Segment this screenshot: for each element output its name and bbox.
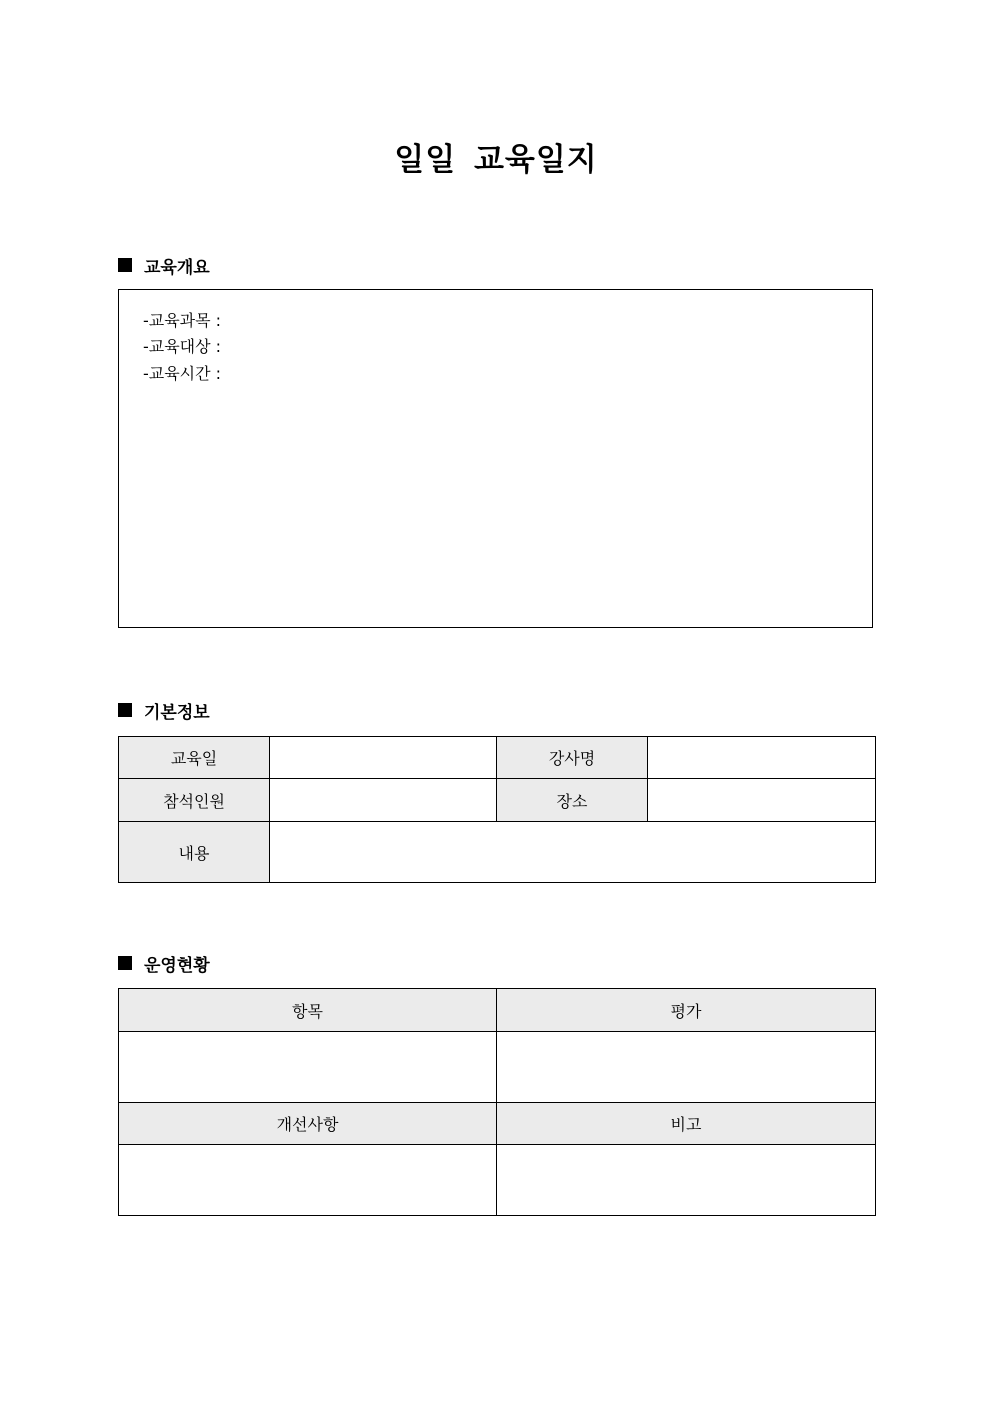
item-field[interactable] [119, 1032, 497, 1103]
table-row [119, 1032, 876, 1103]
basic-info-section-heading [118, 698, 210, 722]
improvement-field[interactable] [119, 1145, 497, 1216]
overview-box[interactable] [118, 289, 873, 628]
instructor-label: 강사명 [497, 737, 648, 779]
table-row [119, 822, 876, 883]
overview-time-line: -교육시간 : [143, 364, 222, 383]
document-title: 일일 교육일지 [394, 142, 598, 178]
remarks-field[interactable] [497, 1145, 876, 1216]
date-field[interactable] [270, 737, 497, 779]
improvement-header: 개선사항 [119, 1103, 497, 1145]
location-field[interactable] [648, 779, 876, 822]
table-row [119, 1103, 876, 1145]
evaluation-field[interactable] [497, 1032, 876, 1103]
basic-info-heading-label: 기본정보 [144, 702, 210, 723]
instructor-field[interactable] [648, 737, 876, 779]
location-label: 장소 [497, 779, 648, 822]
square-bullet-icon [118, 258, 132, 272]
overview-target-line: -교육대상 : [143, 337, 222, 356]
attendees-label: 참석인원 [119, 779, 270, 822]
operation-heading-label: 운영현황 [144, 955, 210, 976]
content-field[interactable] [270, 822, 876, 883]
overview-subject-line: -교육과목 : [143, 311, 222, 330]
item-header: 항목 [119, 989, 497, 1032]
remarks-header: 비고 [497, 1103, 876, 1145]
attendees-field[interactable] [270, 779, 497, 822]
square-bullet-icon [118, 956, 132, 970]
table-row [119, 737, 876, 779]
content-label: 내용 [119, 822, 270, 883]
overview-heading-label: 교육개요 [144, 257, 210, 278]
date-label: 교육일 [119, 737, 270, 779]
table-row [119, 779, 876, 822]
operation-table [118, 988, 876, 1216]
basic-info-table [118, 736, 876, 883]
operation-section-heading [118, 951, 210, 975]
square-bullet-icon [118, 703, 132, 717]
evaluation-header: 평가 [497, 989, 876, 1032]
table-row [119, 989, 876, 1032]
overview-section-heading [118, 253, 210, 277]
table-row [119, 1145, 876, 1216]
